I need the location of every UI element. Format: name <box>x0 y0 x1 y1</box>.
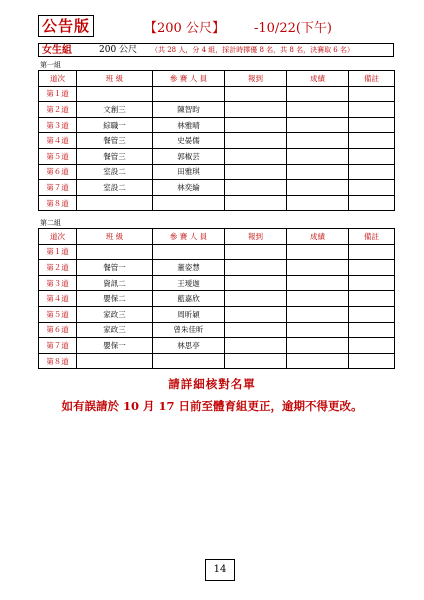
lane-cell: 第２道 <box>39 260 77 276</box>
table-row <box>39 244 395 260</box>
lane-cell: 第１道 <box>39 86 77 102</box>
table-row <box>39 306 395 322</box>
notice-label: 公告版 <box>38 15 94 37</box>
lane-cell: 第８道 <box>39 195 77 211</box>
checkin-cell <box>225 86 287 102</box>
class-cell: 家政三 <box>77 306 153 322</box>
table-row <box>39 102 395 118</box>
verify-notice: 請詳細核對名單 <box>168 377 256 391</box>
class-cell: 嬰保二 <box>77 291 153 307</box>
result-cell <box>287 164 349 180</box>
athlete-cell: 曾朱佳昕 <box>153 322 225 338</box>
class-cell <box>77 244 153 260</box>
athlete-cell: 董姿慧 <box>153 260 225 276</box>
remarks-cell <box>349 102 395 118</box>
result-cell <box>287 148 349 164</box>
result-cell <box>287 244 349 260</box>
lane-cell: 第７道 <box>39 180 77 196</box>
col-athlete: 參 賽 人 員 <box>153 229 225 245</box>
athlete-cell <box>153 244 225 260</box>
remarks-cell <box>349 260 395 276</box>
class-cell: 室設二 <box>77 180 153 196</box>
table-row <box>39 291 395 307</box>
athlete-cell: 史晏儒 <box>153 133 225 149</box>
result-cell <box>287 338 349 354</box>
result-cell <box>287 195 349 211</box>
checkin-cell <box>225 195 287 211</box>
lane-cell: 第１道 <box>39 244 77 260</box>
checkin-cell <box>225 306 287 322</box>
remarks-cell <box>349 86 395 102</box>
remarks-cell <box>349 275 395 291</box>
event-date: -10/22(下午) <box>254 21 333 36</box>
lane-cell: 第７道 <box>39 338 77 354</box>
lane-cell: 第３道 <box>39 117 77 133</box>
checkin-cell <box>225 353 287 369</box>
checkin-cell <box>225 102 287 118</box>
lane-cell: 第４道 <box>39 133 77 149</box>
table-row <box>39 275 395 291</box>
class-cell: 餐管一 <box>77 260 153 276</box>
table-row <box>39 117 395 133</box>
heat-table <box>38 70 395 211</box>
checkin-cell <box>225 322 287 338</box>
athlete-cell: 林思亭 <box>153 338 225 354</box>
col-class: 班 級 <box>77 71 153 87</box>
col-remarks: 備註 <box>349 229 395 245</box>
group-name: 女生組 <box>42 45 72 56</box>
class-cell <box>77 353 153 369</box>
result-cell <box>287 275 349 291</box>
result-cell <box>287 306 349 322</box>
heat-table <box>38 228 395 369</box>
col-lane: 道次 <box>39 229 77 245</box>
athlete-cell <box>153 195 225 211</box>
class-cell: 室設二 <box>77 164 153 180</box>
athlete-cell <box>153 86 225 102</box>
col-result: 成績 <box>287 71 349 87</box>
athlete-cell: 林奕綸 <box>153 180 225 196</box>
class-cell: 餐管三 <box>77 133 153 149</box>
athlete-cell: 周昕穎 <box>153 306 225 322</box>
result-cell <box>287 117 349 133</box>
table-row <box>39 180 395 196</box>
athlete-cell <box>153 353 225 369</box>
remarks-cell <box>349 338 395 354</box>
heat-label: 第一組 <box>40 61 61 69</box>
checkin-cell <box>225 148 287 164</box>
event-title: 【200 公尺】 <box>144 21 225 36</box>
lane-cell: 第５道 <box>39 148 77 164</box>
group-info-bar <box>38 43 394 57</box>
class-cell: 綜職一 <box>77 117 153 133</box>
col-checkin: 報到 <box>225 71 287 87</box>
result-cell <box>287 260 349 276</box>
notice-header <box>38 15 394 37</box>
col-lane: 道次 <box>39 71 77 87</box>
result-cell <box>287 180 349 196</box>
table-row <box>39 133 395 149</box>
heat-label: 第二組 <box>40 219 61 227</box>
class-cell <box>77 195 153 211</box>
table-row <box>39 353 395 369</box>
class-cell: 資訊二 <box>77 275 153 291</box>
athlete-cell: 林雅晴 <box>153 117 225 133</box>
lane-cell: 第５道 <box>39 306 77 322</box>
result-cell <box>287 86 349 102</box>
remarks-cell <box>349 164 395 180</box>
table-row <box>39 322 395 338</box>
group-event: 200 公尺 <box>99 45 138 55</box>
table-row <box>39 260 395 276</box>
page-number: 14 <box>205 559 235 581</box>
col-remarks: 備註 <box>349 71 395 87</box>
col-class: 班 級 <box>77 229 153 245</box>
lane-cell: 第２道 <box>39 102 77 118</box>
result-cell <box>287 102 349 118</box>
class-cell: 文創三 <box>77 102 153 118</box>
result-cell <box>287 353 349 369</box>
lane-cell: 第６道 <box>39 322 77 338</box>
lane-cell: 第８道 <box>39 353 77 369</box>
class-cell: 嬰保一 <box>77 338 153 354</box>
header-row <box>39 229 395 245</box>
checkin-cell <box>225 291 287 307</box>
col-result: 成績 <box>287 229 349 245</box>
remarks-cell <box>349 322 395 338</box>
remarks-cell <box>349 244 395 260</box>
checkin-cell <box>225 244 287 260</box>
table-row <box>39 164 395 180</box>
athlete-cell: 田雅琪 <box>153 164 225 180</box>
group-note: （共 28 人，分 4 組，採計時擇優 8 名，共 8 名，決賽取 6 名） <box>151 46 354 54</box>
checkin-cell <box>225 338 287 354</box>
correction-deadline-notice: 如有誤請於 10 月 17 日前至體育組更正，逾期不得更改。 <box>61 399 363 413</box>
remarks-cell <box>349 291 395 307</box>
checkin-cell <box>225 164 287 180</box>
checkin-cell <box>225 133 287 149</box>
class-cell: 餐管三 <box>77 148 153 164</box>
lane-cell: 第４道 <box>39 291 77 307</box>
athlete-cell: 王璦迦 <box>153 275 225 291</box>
checkin-cell <box>225 117 287 133</box>
remarks-cell <box>349 306 395 322</box>
athlete-cell: 藍嘉欣 <box>153 291 225 307</box>
class-cell <box>77 86 153 102</box>
col-checkin: 報到 <box>225 229 287 245</box>
remarks-cell <box>349 195 395 211</box>
athlete-cell: 陳智昀 <box>153 102 225 118</box>
col-athlete: 參 賽 人 員 <box>153 71 225 87</box>
checkin-cell <box>225 275 287 291</box>
table-row <box>39 86 395 102</box>
remarks-cell <box>349 117 395 133</box>
remarks-cell <box>349 148 395 164</box>
result-cell <box>287 133 349 149</box>
table-row <box>39 148 395 164</box>
checkin-cell <box>225 260 287 276</box>
remarks-cell <box>349 133 395 149</box>
remarks-cell <box>349 180 395 196</box>
header-row <box>39 71 395 87</box>
table-row <box>39 195 395 211</box>
remarks-cell <box>349 353 395 369</box>
result-cell <box>287 322 349 338</box>
checkin-cell <box>225 180 287 196</box>
result-cell <box>287 291 349 307</box>
lane-cell: 第６道 <box>39 164 77 180</box>
lane-cell: 第３道 <box>39 275 77 291</box>
table-row <box>39 338 395 354</box>
class-cell: 家政三 <box>77 322 153 338</box>
athlete-cell: 郭椒芸 <box>153 148 225 164</box>
